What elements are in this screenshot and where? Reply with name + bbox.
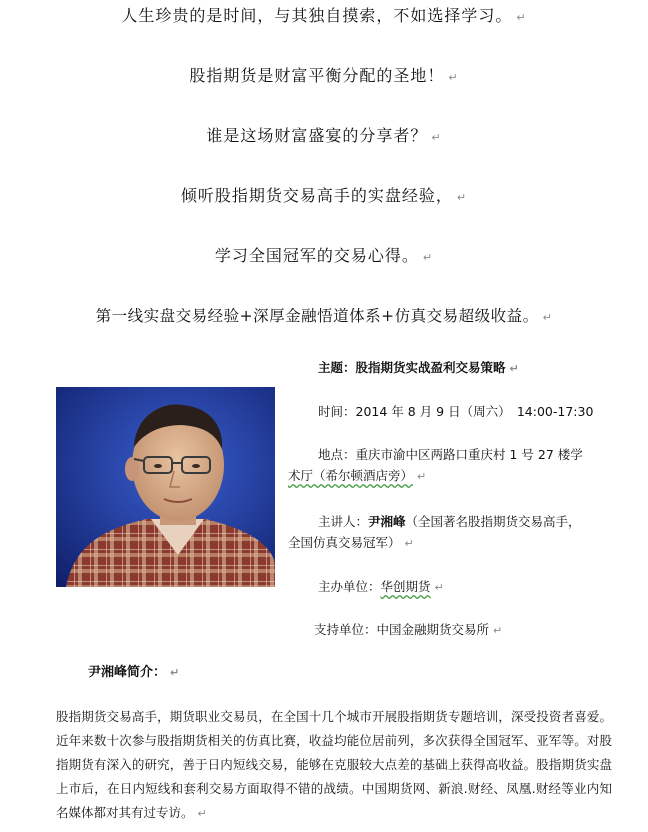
event-organizer: 主办单位：华创期货 ↵ xyxy=(318,579,444,594)
slogan-line-6: 第一线实盘交易经验+深厚金融悟道体系+仿真交易超级收益。 ↵ xyxy=(95,307,553,325)
bio-title: 尹湘峰简介： ↵ xyxy=(88,665,180,680)
slogan-line-5: 学习全国冠军的交易心得。 ↵ xyxy=(214,246,434,265)
paragraph-mark-icon: ↵ xyxy=(417,470,427,483)
paragraph-mark-icon: ↵ xyxy=(509,362,519,375)
paragraph-mark-icon: ↵ xyxy=(542,311,553,324)
event-topic: 主题：股指期货实战盈利交易策略 ↵ xyxy=(318,360,519,375)
slogan-line-2: 股指期货是财富平衡分配的圣地！ ↵ xyxy=(189,66,459,85)
event-supporter: 支持单位：中国金融期货交易所 ↵ xyxy=(314,622,503,637)
event-speaker: 主讲人：尹湘峰（全国著名股指期货交易高手， 全国仿真交易冠军） ↵ xyxy=(288,514,581,550)
slogan-line-3: 谁是这场财富盛宴的分享者？ ↵ xyxy=(206,126,442,145)
paragraph-mark-icon: ↵ xyxy=(448,71,459,84)
paragraph-mark-icon: ↵ xyxy=(170,666,180,679)
paragraph-mark-icon: ↵ xyxy=(516,11,527,24)
slogan-line-1: 人生珍贵的是时间，与其独自摸索，不如选择学习。 ↵ xyxy=(121,6,527,25)
bio-text: 股指期货交易高手，期货职业交易员，在全国十几个城市开展股指期货专题培训，深受投资者喜爱。近年来数十次参与股指期货相关的仿真比赛，收益均能位居前列，多次获得全国冠军、亚军等。对股指期货有深入的研究，善于日内短线交易，能够在克服较大点差的基础上获得高收益。股指期货实盘上市后，在日内短线和套利交易方面取得不错的战绩。中国期货网、新浪.财经、凤凰.财经等业内知名媒体都对其有过专访。 ↵ xyxy=(56,709,612,820)
paragraph-mark-icon: ↵ xyxy=(456,191,468,204)
event-location: 地点：重庆市渝中区两路口重庆村 1 号 27 楼学 术厅（希尔顿酒店旁） ↵ xyxy=(288,447,583,483)
paragraph-mark-icon: ↵ xyxy=(493,624,503,637)
event-time: 时间：2014 年 8 月 9 日（周六） 14:00-17:30 xyxy=(318,404,594,419)
speaker-photo xyxy=(56,387,275,587)
paragraph-mark-icon: ↵ xyxy=(431,131,442,144)
paragraph-mark-icon: ↵ xyxy=(404,537,414,550)
slogan-line-4: 倾听股指期货交易高手的实盘经验， ↵ xyxy=(180,186,468,205)
paragraph-mark-icon: ↵ xyxy=(197,807,207,820)
speaker-portrait-image xyxy=(56,387,275,587)
paragraph-mark-icon: ↵ xyxy=(434,581,444,594)
paragraph-mark-icon: ↵ xyxy=(422,251,434,264)
